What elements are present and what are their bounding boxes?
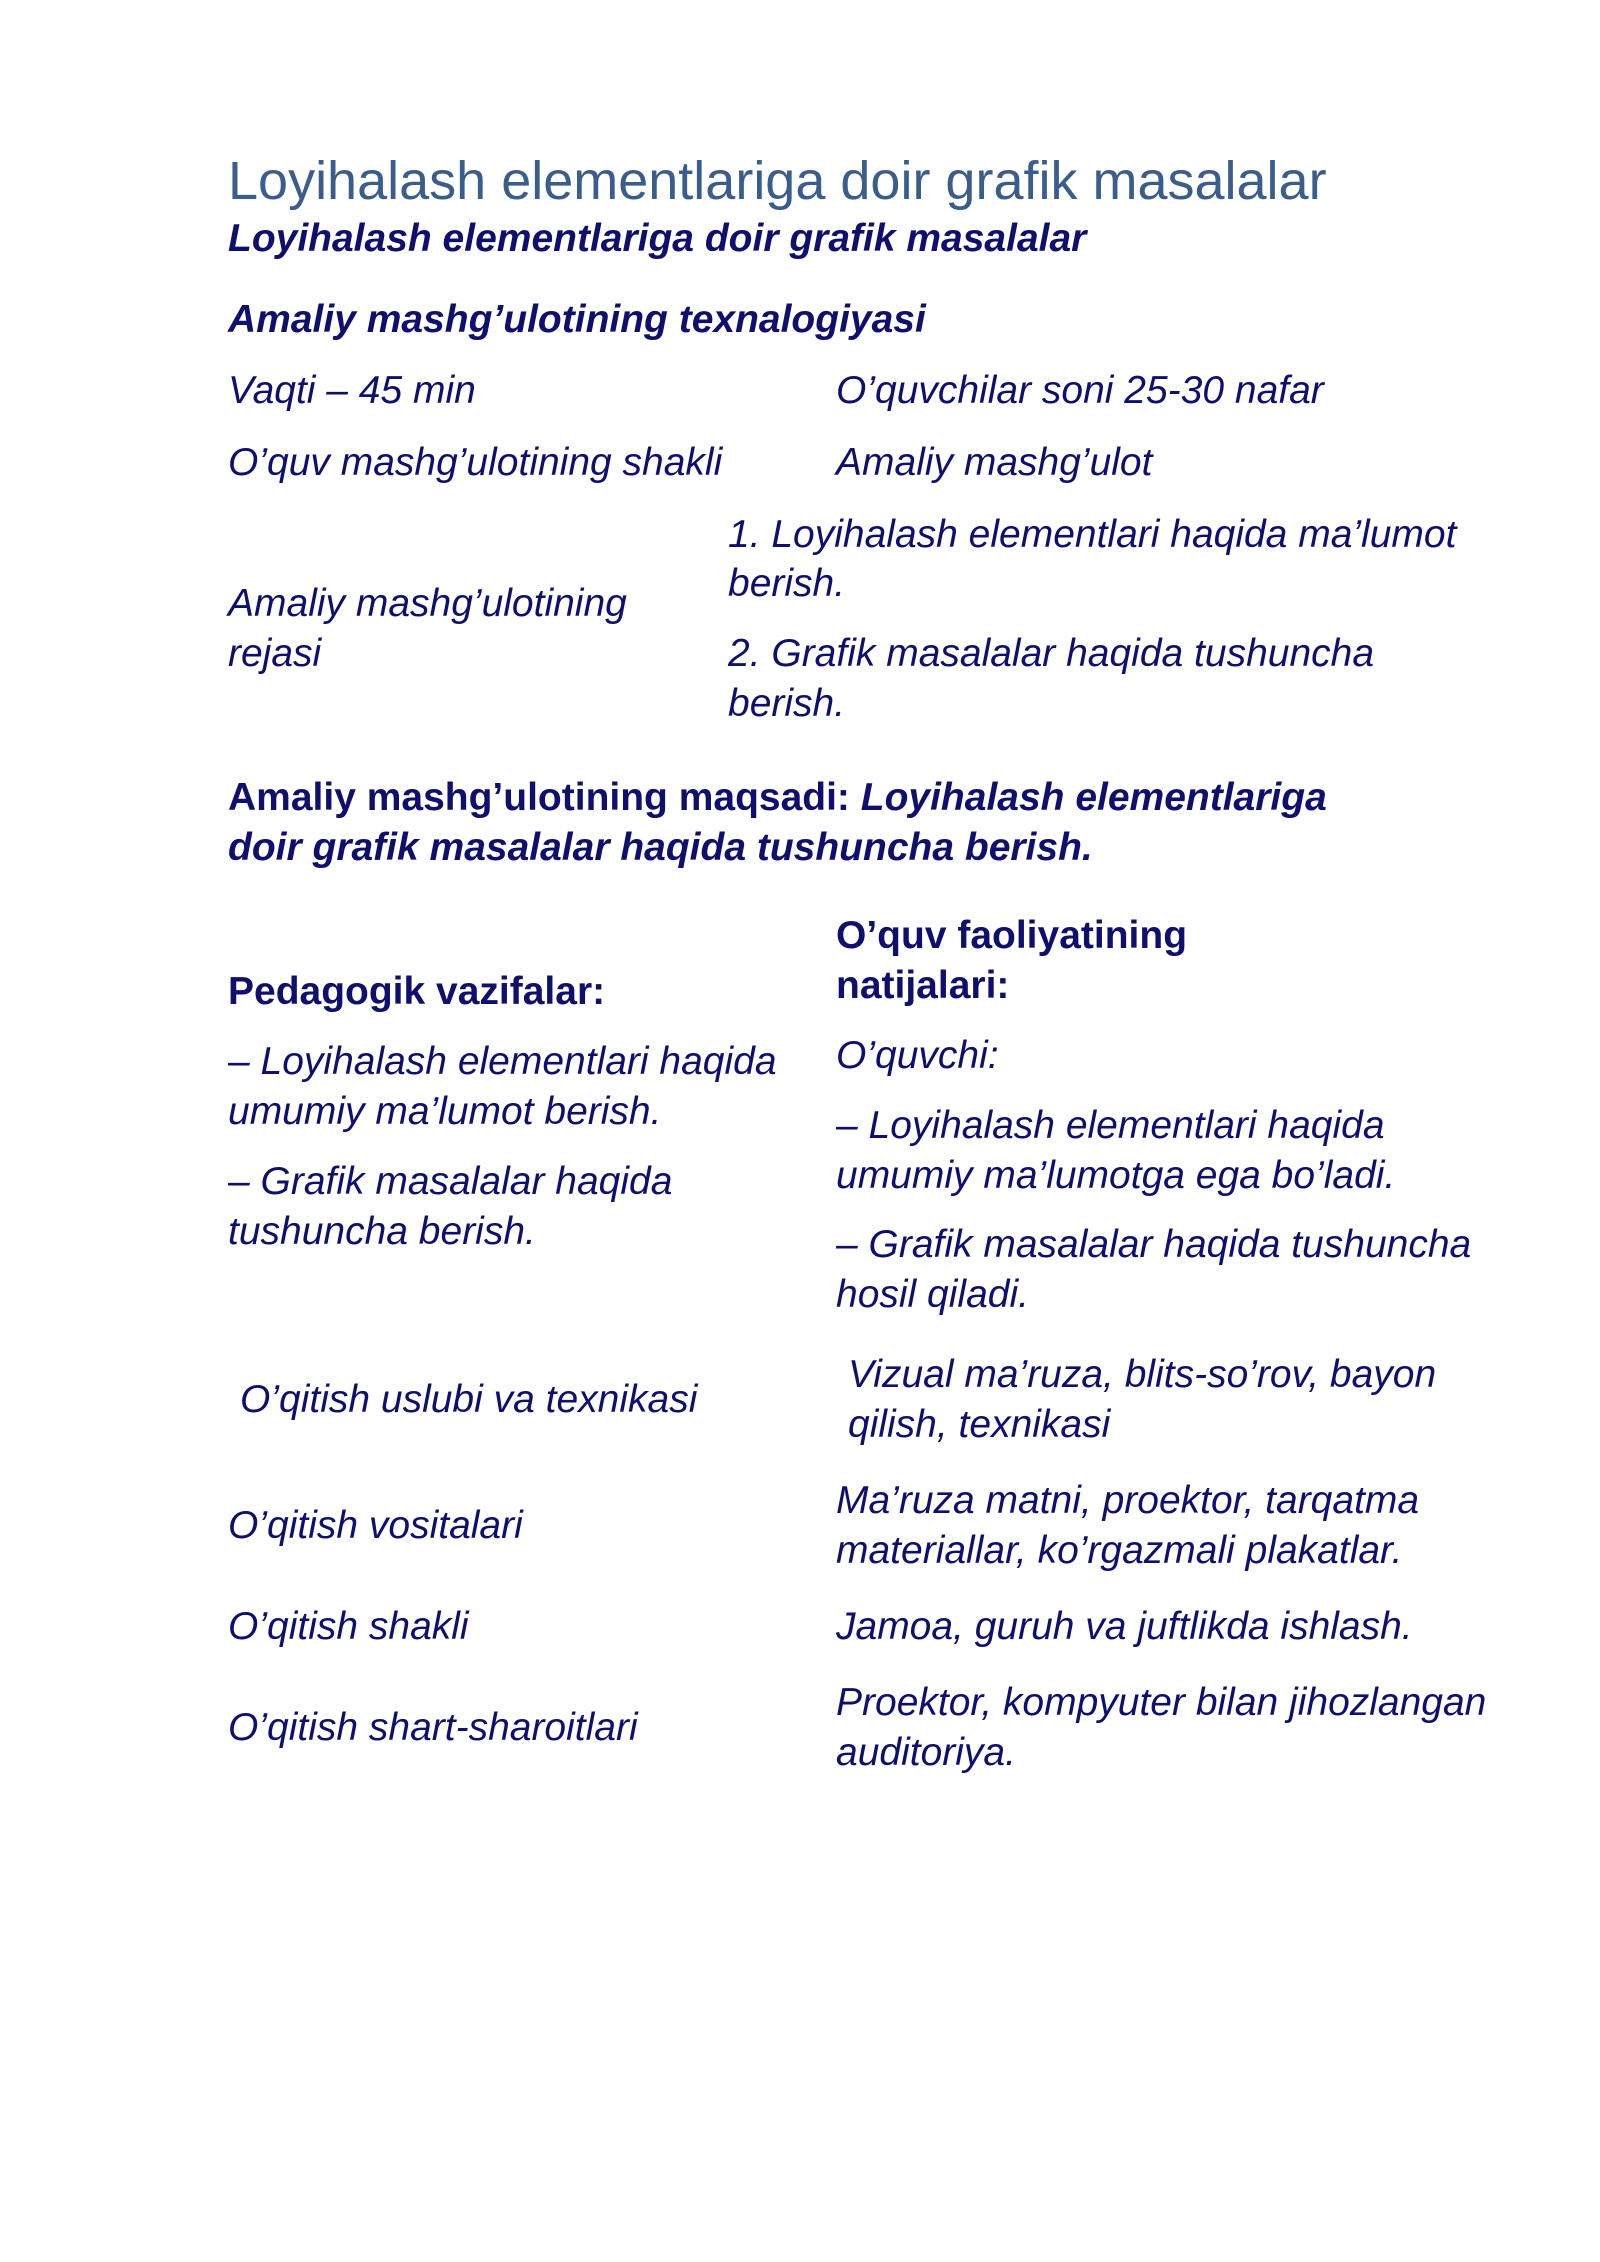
plan-item: 2. Grafik masalalar haqida tushuncha berish. — [728, 632, 1375, 726]
plan-label: Amaliy mashg’ulotining rejasi — [228, 582, 627, 676]
details-section — [228, 1350, 1488, 1777]
goal-label: Amaliy mashg’ulotining maqsadi: — [228, 776, 861, 820]
pedagogical-column — [228, 911, 836, 1320]
detail-row-conditions — [228, 1678, 1488, 1778]
detail-row-tools — [228, 1476, 1488, 1576]
detail-label: O’qitish vositalari — [228, 1504, 523, 1548]
pedagogical-item: – Loyihalash elementlari haqida umumiy ma’lumot berish. — [228, 1039, 777, 1133]
results-item: – Loyihalash elementlari haqida umumiy ma’lumotga ega bo’ladi. — [836, 1103, 1396, 1197]
results-subject: O’quvchi: — [836, 1033, 999, 1077]
plan-label-cell — [228, 510, 728, 750]
detail-row-method — [228, 1350, 1488, 1450]
form-value: Amaliy mashg’ulot — [836, 440, 1153, 484]
detail-label: O’qitish shart-sharoitlari — [228, 1705, 638, 1749]
goal-text: Loyihalash elementlariga doir grafik masalalar haqida tushuncha berish. — [228, 776, 1327, 870]
students-count: O’quvchilar soni 25-30 nafar — [836, 368, 1324, 412]
technology-title: Amaliy mashg’ulotining texnalogiyasi — [228, 297, 926, 341]
detail-value: Ma’ruza matni, proektor, tarqatma materiallar, ko’rgazmali plakatlar. — [836, 1479, 1420, 1572]
goal-paragraph — [228, 773, 1378, 873]
time-label: Vaqti – 45 min — [228, 368, 476, 412]
form-row — [228, 438, 1488, 488]
detail-value: Jamoa, guruh va juftlikda ishlash. — [836, 1604, 1413, 1648]
pedagogical-heading: Pedagogik vazifalar: — [228, 969, 606, 1013]
document-page — [228, 150, 1488, 1778]
form-label: O’quv mashg’ulotining shakli — [228, 440, 723, 484]
results-item: – Grafik masalalar haqida tushuncha hosil qiladi. — [836, 1223, 1472, 1317]
results-heading: O’quv faoliyatining natijalari: — [836, 913, 1188, 1007]
plan-row — [228, 510, 1488, 750]
plan-items — [728, 510, 1488, 750]
results-column — [836, 911, 1488, 1320]
detail-label: O’qitish shakli — [228, 1604, 469, 1648]
detail-value: Proektor, kompyuter bilan jihozlangan auditoriya. — [836, 1680, 1487, 1774]
detail-value: Vizual ma’ruza, blits-so’rov, bayon qilish, texnikasi — [848, 1353, 1437, 1447]
tasks-section — [228, 911, 1488, 1320]
time-row — [228, 366, 1488, 416]
detail-label: O’qitish uslubi va texnikasi — [240, 1378, 698, 1422]
plan-item: 1. Loyihalash elementlari haqida ma’lumot berish. — [728, 512, 1457, 606]
page-subtitle: Loyihalash elementlariga doir grafik masalalar — [228, 217, 1087, 261]
page-title: Loyihalash elementlariga doir grafik masalalar — [228, 151, 1327, 211]
pedagogical-item: – Grafik masalalar haqida tushuncha berish. — [228, 1159, 673, 1253]
detail-row-form — [228, 1602, 1488, 1652]
